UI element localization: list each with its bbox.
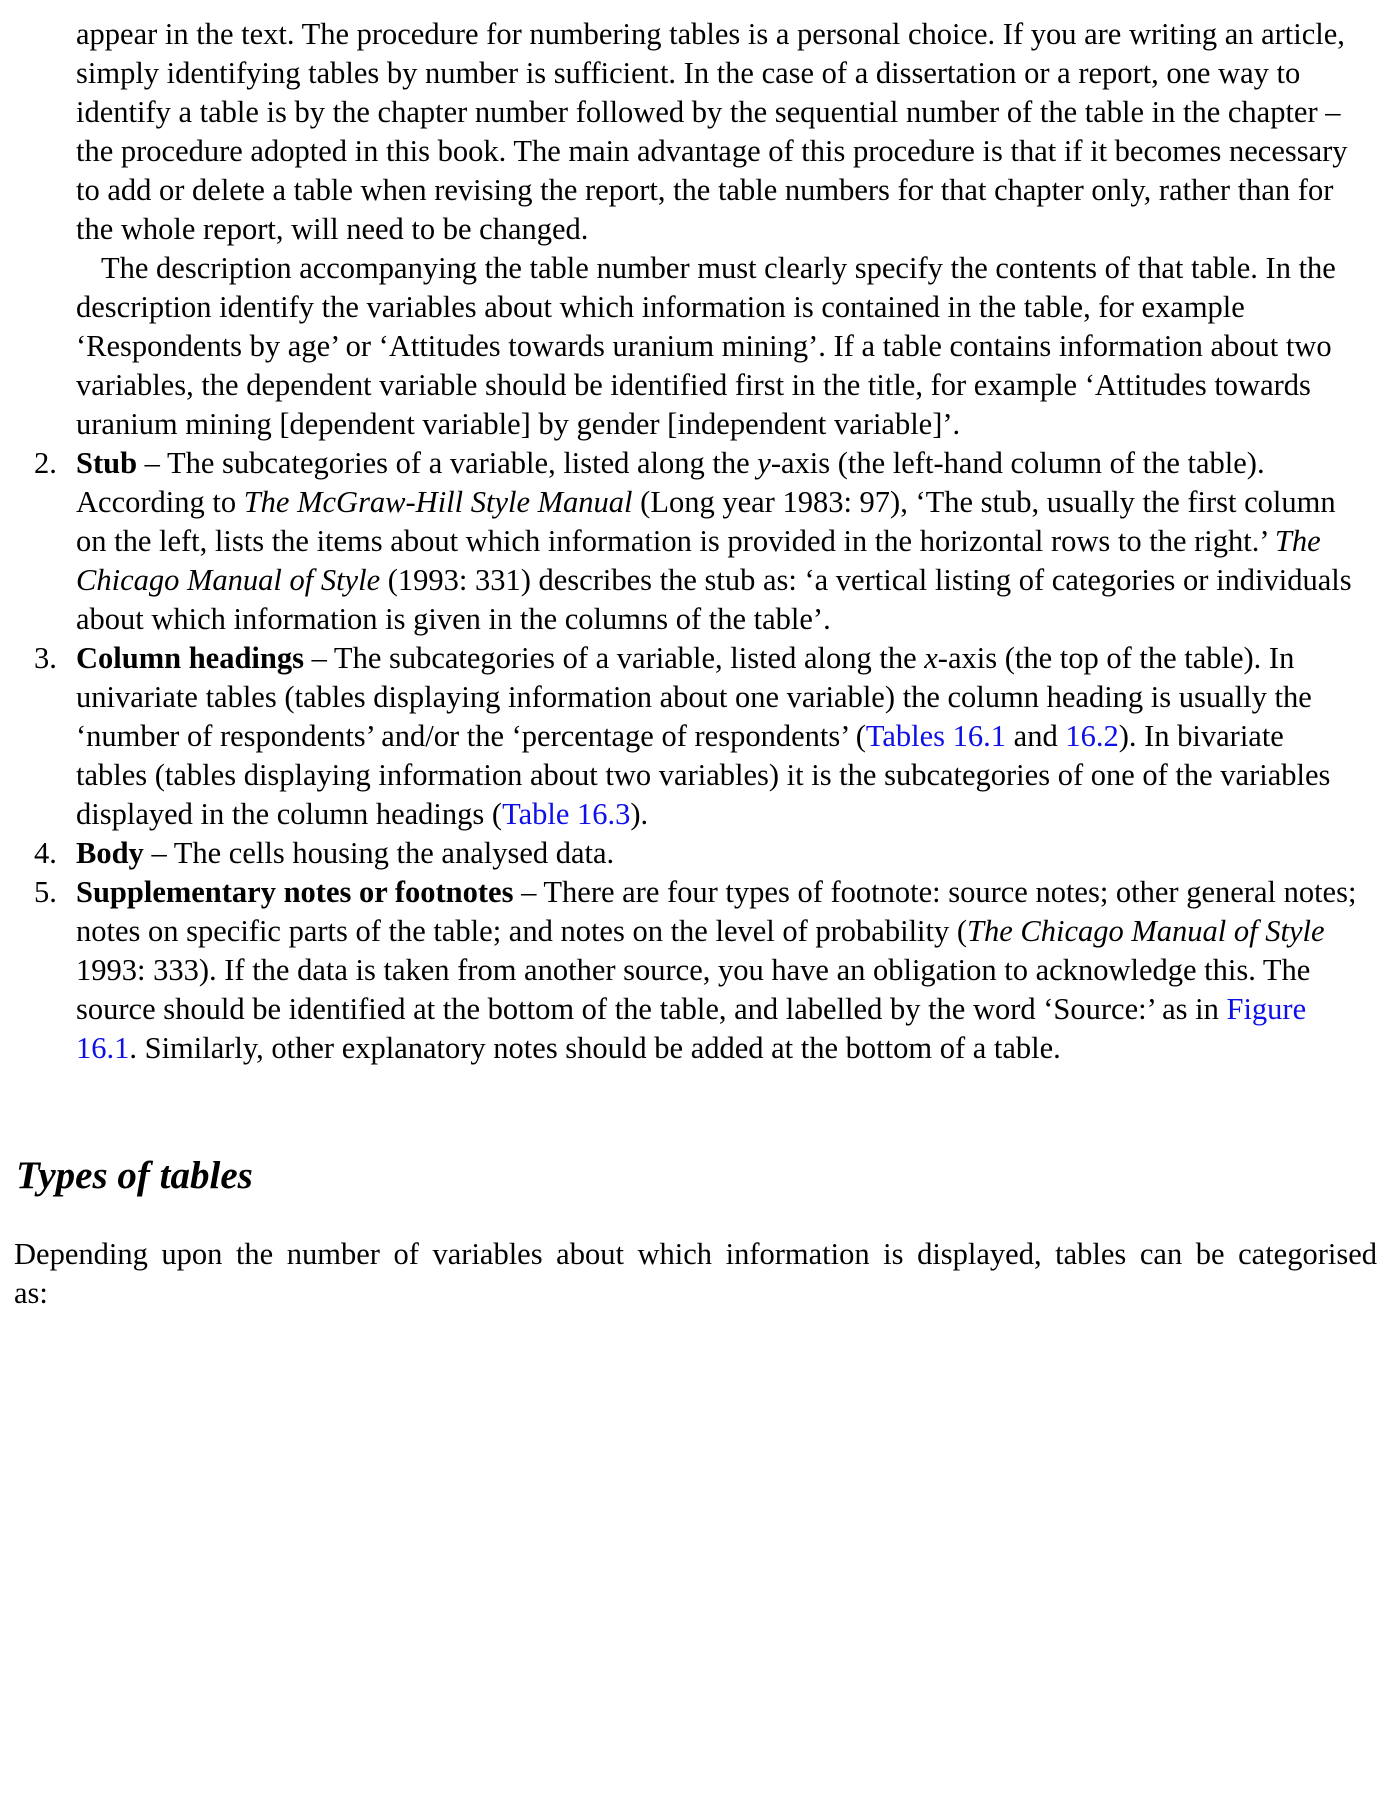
closing-paragraph: Depending upon the number of variables about which information is displayed, tables can be categorised as:: [14, 1237, 1377, 1310]
list-item-body: [34, 834, 1361, 873]
text-run: ).: [630, 797, 649, 831]
types-of-tables-section: [0, 1153, 1391, 1313]
text-run: -axis (the top of the table). In univariate tables (tables displaying information about one variable) the column heading is usually the ‘number of respondents’ and/or the ‘percentage of respondents’ (: [76, 641, 1312, 753]
list-item-text: [76, 875, 1356, 1065]
text-run: – The subcategories of a variable, listed along the: [303, 641, 925, 675]
text-run: – There are four types of footnote: source notes; other general notes; notes on specific parts of the table; and notes on the level of probability (: [76, 875, 1357, 948]
text-run: x: [924, 641, 938, 675]
text-run: The description accompanying the table number must clearly specify the contents of that table. In the description identify the variables about which information is contained in the table, for example ‘Respondents by age’ or ‘Attitudes towards uranium mining’. If a table contains information about two variables, the dependent variable should be identified first in the title, for example ‘Attitudes towards uranium mining [dependent variable] by gender [independent variable]’.: [76, 251, 1336, 441]
link-table-16-3[interactable]: Table 16.3: [502, 797, 631, 831]
link-tables-16-1[interactable]: Tables 16.1: [865, 719, 1007, 753]
term-label: Stub: [76, 446, 138, 480]
list-item-stub: [34, 444, 1361, 639]
text-run: (1993: 331) describes the stub as: ‘a vertical listing of categories or individuals about which information is given in the columns of the table’.: [76, 563, 1352, 636]
link-table-16-2[interactable]: 16.2: [1065, 719, 1119, 753]
text-run: -axis (the left-hand column of the table). According to: [76, 446, 1265, 519]
text-run: – The subcategories of a variable, listed along the: [137, 446, 758, 480]
list-item-text: [76, 446, 1352, 636]
list-item-number: 4.: [34, 836, 57, 870]
text-run: – The cells housing the analysed data.: [143, 836, 615, 870]
text-run: ). In bivariate tables (tables displaying information about two variables) it is the subcategories of one of the variables displayed in the column headings (: [76, 719, 1331, 831]
continuation-paragraph-1: [76, 15, 1361, 249]
text-run: and: [1006, 719, 1066, 753]
term-label: Column headings: [76, 641, 304, 675]
section-heading: Types of tables: [16, 1154, 253, 1197]
list-item-text: [76, 641, 1330, 831]
link-figure-16-1[interactable]: Figure 16.1: [76, 992, 1307, 1065]
term-label: Supplementary notes or footnotes: [76, 875, 514, 909]
list-item-number: 5.: [34, 875, 57, 909]
text-run: appear in the text. The procedure for numbering tables is a personal choice. If you are writing an article, simply identifying tables by number is sufficient. In the case of a dissertation or a report, one way to identify a table is by the chapter number followed by the sequential number of the table in the chapter – the procedure adopted in this book. The main advantage of this procedure is that if it becomes necessary to add or delete a table when revising the report, the table numbers for that chapter only, rather than for the whole report, will need to be changed.: [76, 17, 1348, 246]
text-run: The McGraw-Hill Style Manual: [243, 485, 633, 519]
text-run: y: [757, 446, 771, 480]
list-item-number: 3.: [34, 641, 57, 675]
text-run: The Chicago Manual of Style: [967, 914, 1325, 948]
list-item-supplementary-notes: [34, 873, 1361, 1068]
text-run: . Similarly, other explanatory notes should be added at the bottom of a table.: [129, 1031, 1061, 1065]
term-label: Body: [76, 836, 144, 870]
text-run: (Long year 1983: 97), ‘The stub, usually the first column on the left, lists the items about which information is provided in the horizontal rows to the right.’: [76, 485, 1336, 558]
text-run: The Chicago Manual of Style: [76, 524, 1321, 597]
continuation-paragraph-2: [76, 249, 1361, 444]
list-item-column-headings: [34, 639, 1361, 834]
list-item-number: 2.: [34, 446, 57, 480]
list-item-text: [76, 836, 614, 870]
text-run: 1993: 333). If the data is taken from another source, you have an obligation to acknowledge this. The source should be identified at the bottom of the table, and labelled by the word ‘Source:’ as in: [76, 953, 1311, 1026]
